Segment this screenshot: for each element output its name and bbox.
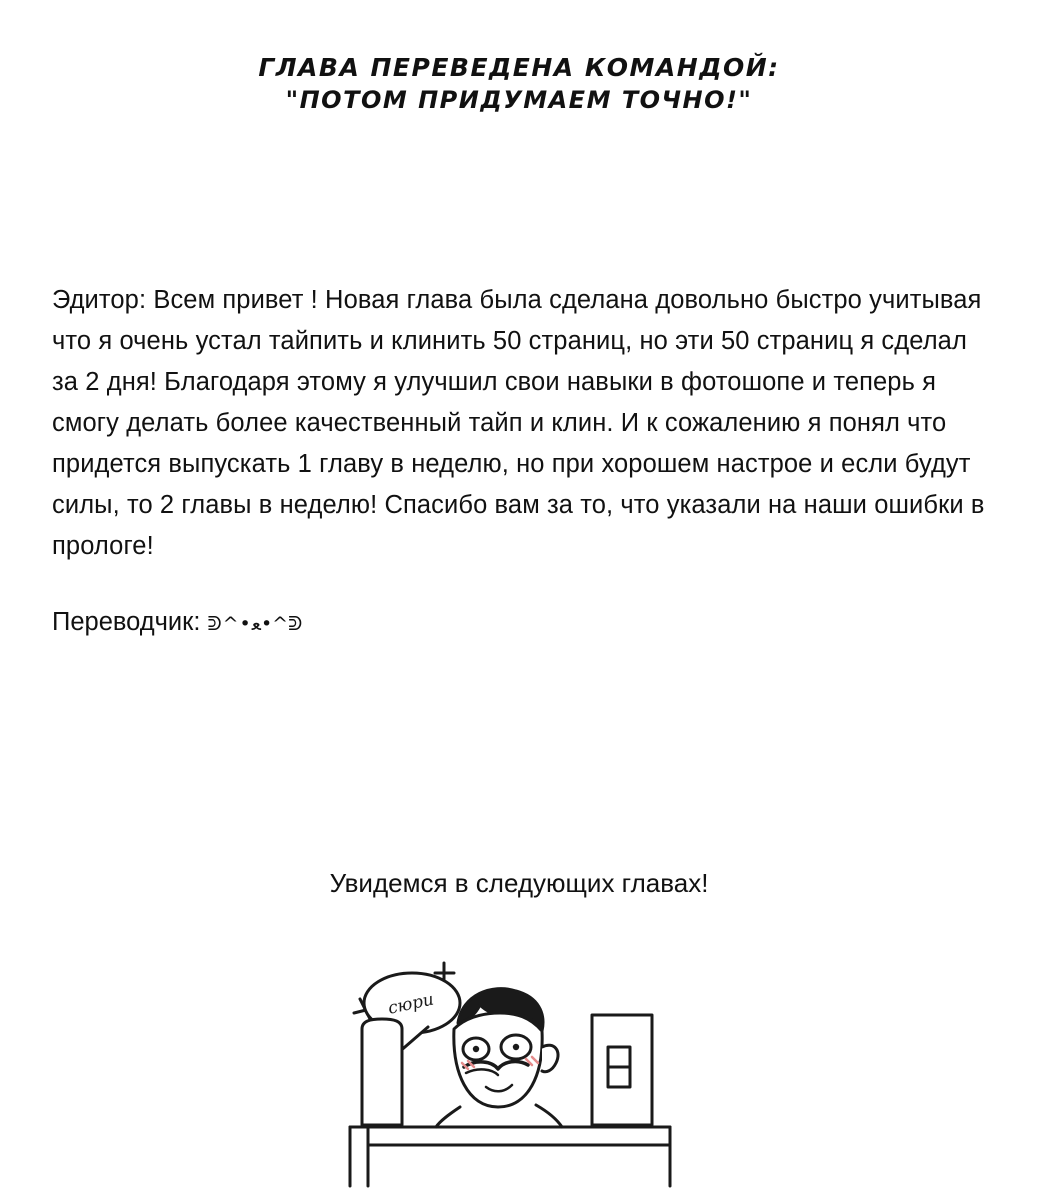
right-cabinet bbox=[592, 1015, 652, 1125]
chapter-credit-banner bbox=[0, 52, 1038, 116]
editor-note-paragraph: Эдитор: Всем привет ! Новая глава была сделана довольно быстро учитывая что я очень устал тайпить и клинить 50 страниц, но эти 50 страниц я сделал за 2 дня! Благодаря этому я улучшил свои навыки в фотошопе и теперь я смогу делать более качественный тайп и клин. И к сожалению я понял что придется выпускать 1 главу в неделю, но при хорошем настрое и если будут силы, то 2 главы в неделю! Спасибо вам за то, что указали на наши ошибки в прологе! bbox=[52, 286, 985, 560]
left-box bbox=[362, 1019, 402, 1125]
credit-line-team: ГЛАВА ПЕРЕВЕДЕНА КОМАНДОЙ: bbox=[258, 53, 780, 82]
translator-kaomoji: ᕲ^•ﻌ•^ᕲ bbox=[207, 613, 304, 635]
doodle-illustration bbox=[340, 955, 720, 1188]
editor-note-block bbox=[52, 280, 997, 645]
translator-label: Переводчик: bbox=[52, 608, 201, 636]
speech-bubble-text: сюри bbox=[386, 989, 436, 1019]
desk-counter bbox=[350, 1127, 670, 1186]
translator-credit-line bbox=[52, 567, 997, 645]
farewell-message: Увидемся в следующих главах! bbox=[329, 868, 709, 898]
credit-line-team-name: "ПОТОМ ПРИДУМАЕМ ТОЧНО!" bbox=[285, 85, 753, 114]
